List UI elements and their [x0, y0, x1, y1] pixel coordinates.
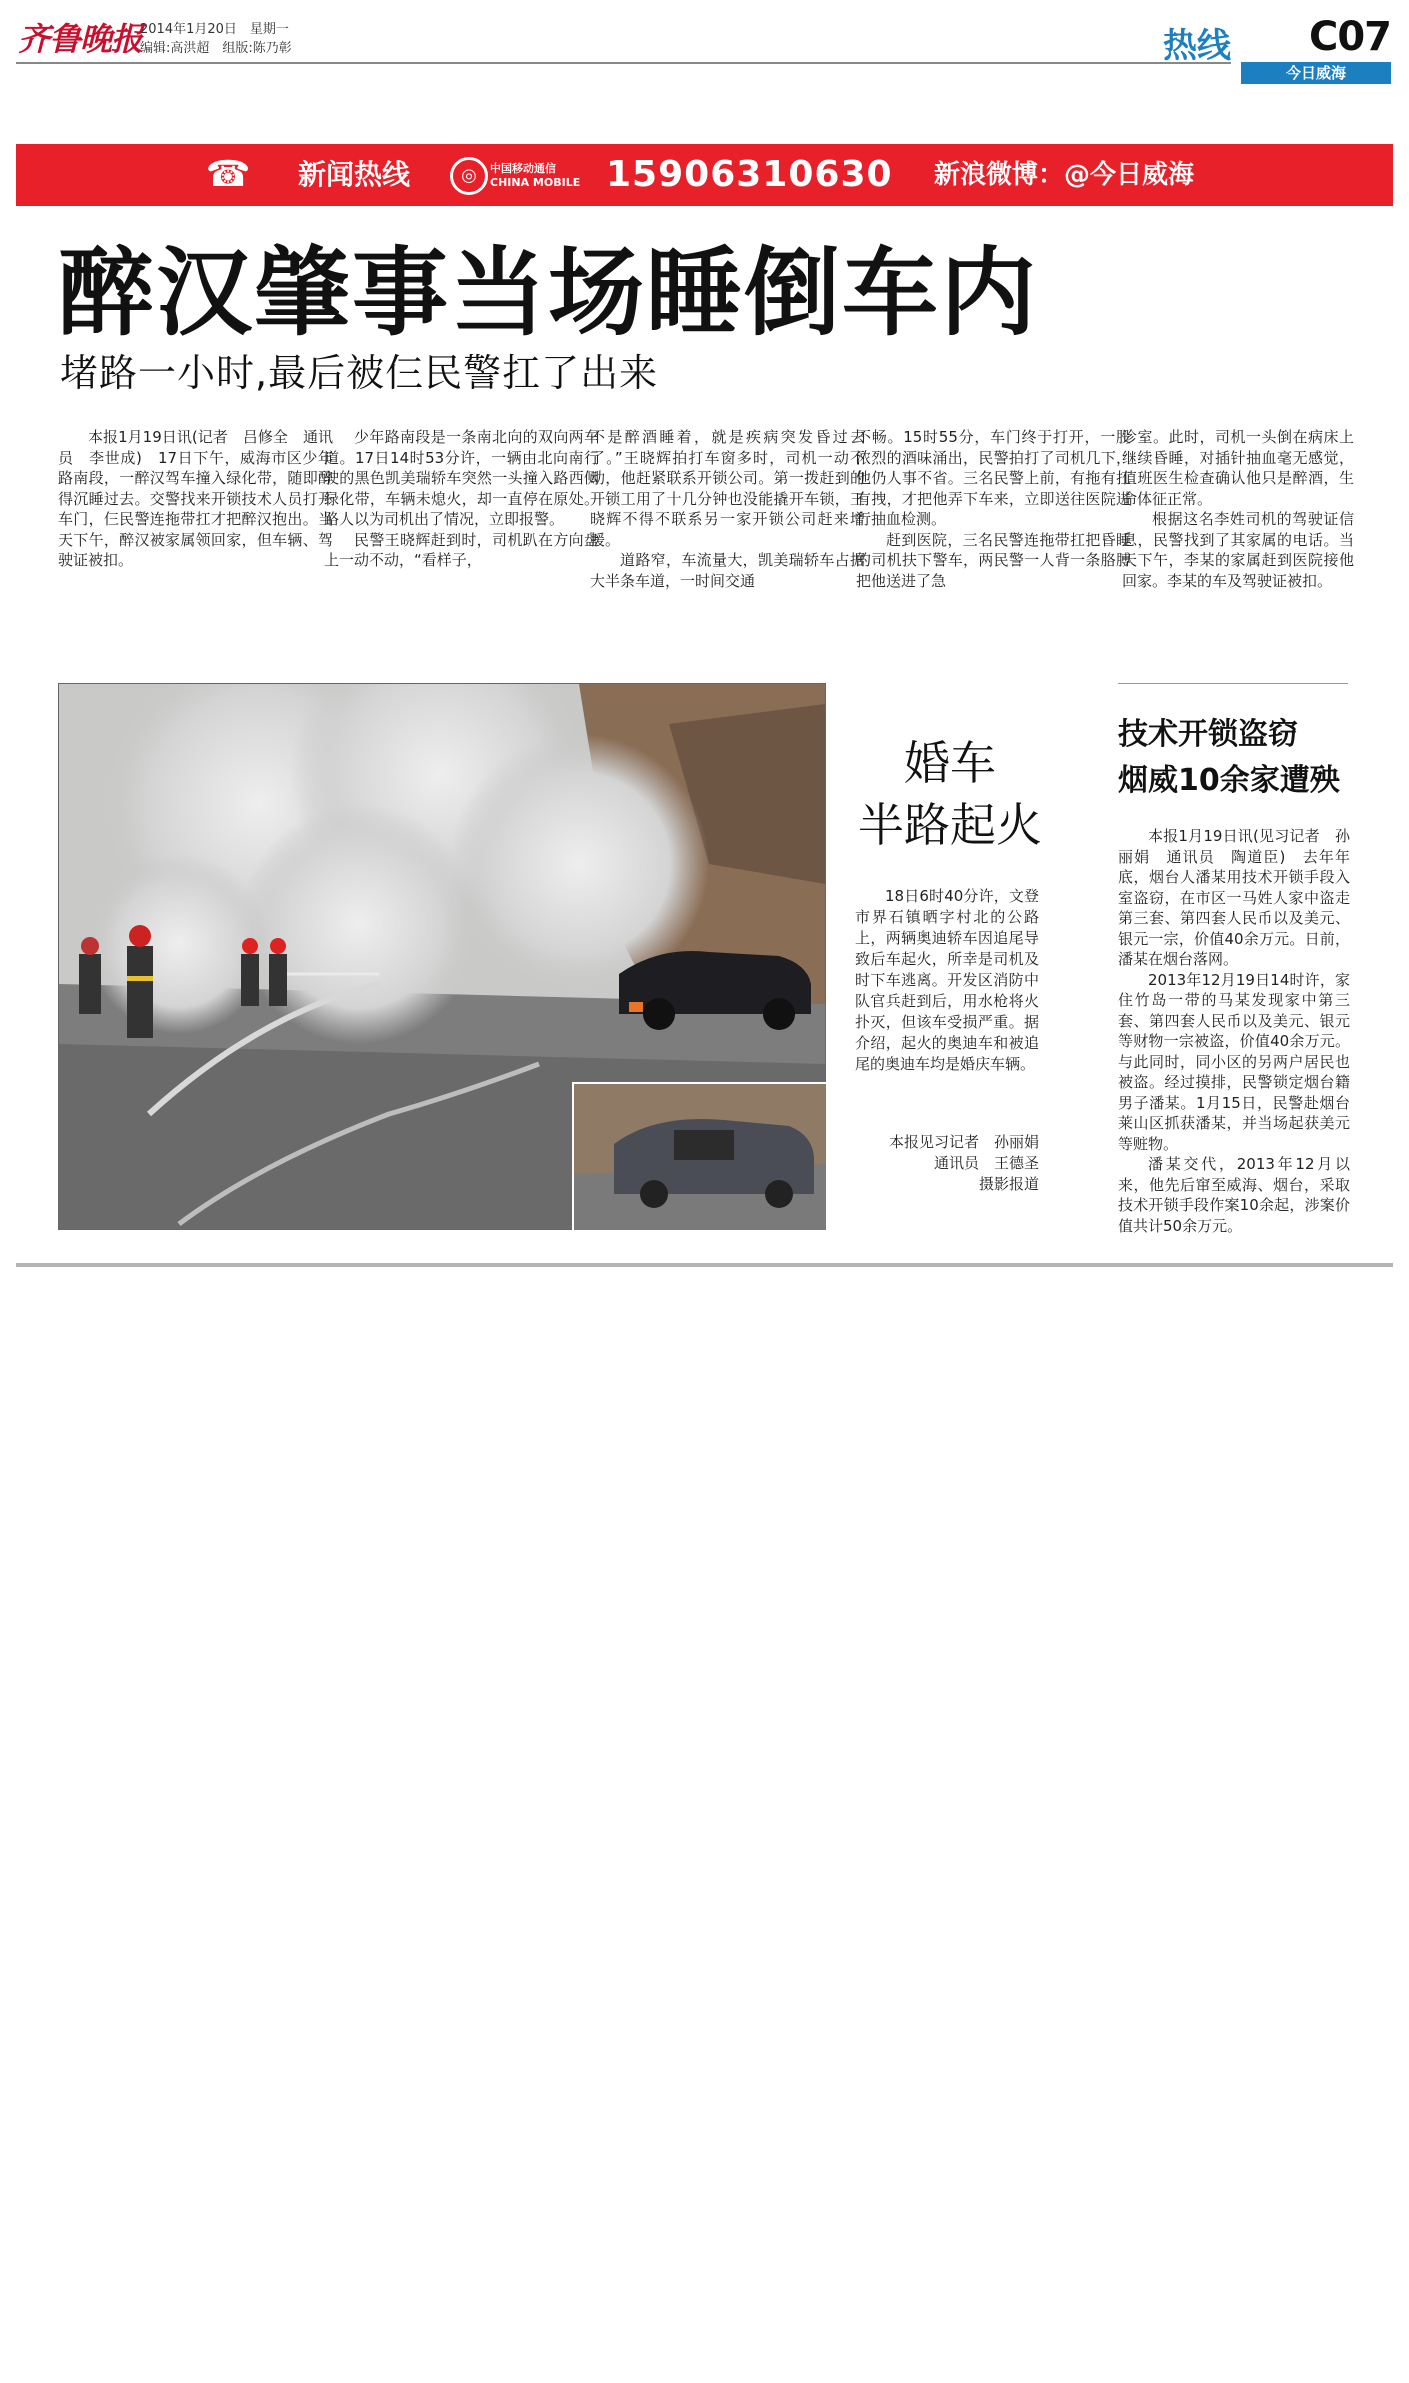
side-story-title: [1118, 712, 1358, 804]
article-paragraph: 本报1月19日讯(记者 吕修全 通讯员 李世成) 17日下午，威海市区少年路南段，一醉汉驾车撞入绿化带，随即醉得沉睡过去。交警找来开锁技术人员打开车门，仨民警连拖带扛才把醉汉抱出。当天下午，醉汉被家属领回家，但车辆、驾驶证被扣。: [58, 428, 333, 569]
page-number: C07: [1308, 14, 1391, 60]
masthead-rule: [16, 62, 1231, 64]
china-mobile-icon: ◎: [450, 157, 488, 195]
photo-story-title-line: 半路起火: [858, 798, 1042, 852]
article-paragraph: 诊室。此时，司机一头倒在病床上继续昏睡，对插针抽血毫无感觉，值班医生检查确认他只是醉酒，生命体征正常。: [1122, 428, 1354, 508]
article-paragraph: 少年路南段是一条南北向的双向两车道。17日14时53分许，一辆由北向南行驶的黑色凯美瑞轿车突然一头撞入路西侧绿化带，车辆未熄火，却一直停在原处。路人以为司机出了情况，立即报警。: [324, 428, 599, 528]
hotline-label: 新闻热线: [298, 158, 411, 191]
photo-story-title-line: 婚车: [904, 736, 996, 790]
article-paragraph: 根据这名李姓司机的驾驶证信息，民警找到了其家属的电话。当天下午，李某的家属赶到医院接他回家。李某的车及驾驶证被扣。: [1122, 510, 1354, 590]
article-column-3: [590, 427, 865, 617]
main-subheadline: 堵路一小时,最后被仨民警扛了出来: [60, 351, 659, 395]
photo-credit-line: 摄影报道: [978, 1175, 1039, 1193]
hotline-banner: [16, 144, 1393, 206]
side-story-body: [1118, 826, 1350, 1246]
article-column-2: [324, 427, 599, 617]
side-story-paragraph: 潘某交代，2013年12月以来，他先后窜至威海、烟台，采取技术开锁手段作案10余起，涉案价值共计50余万元。: [1118, 1155, 1350, 1235]
side-story-paragraph: 本报1月19日讯(见习记者 孙丽娟 通讯员 陶道臣) 去年年底，烟台人潘某用技术开锁手段入室盗窃，在市区一马姓人家中盗走第三套、第四套人民币以及美元、银元一宗，价值40余万元。日前，潘某在烟台落网。: [1118, 827, 1350, 968]
edition-tag: 今日威海: [1241, 62, 1391, 84]
newspaper-logo: 齐鲁晚报: [18, 20, 143, 58]
article-paragraph: 赶到医院，三名民警连拖带扛把昏睡的司机扶下警车，两民警一人背一条胳膊把他送进了急: [856, 530, 1131, 590]
side-story-title-line: 技术开锁盗窃: [1118, 717, 1298, 752]
article-paragraph: 不畅。15时55分，车门终于打开，一股浓烈的酒味涌出，民警拍打了司机几下，他仍人事不省。三名民警上前，有拖有扛有拽，才把他弄下车来，立即送往医院进行抽血检测。: [856, 428, 1131, 528]
article-paragraph: 不是醉酒睡着，就是疾病突发昏过去了。”王晓辉拍打车窗多时，司机一动不动，他赶紧联系开锁公司。第一拨赶到的开锁工用了十几分钟也没能撬开车锁，王晓辉不得不联系另一家开锁公司赶来增援。: [590, 428, 865, 549]
side-story-title-line: 烟威10余家遭殃: [1118, 763, 1340, 798]
article-paragraph: 民警王晓辉赶到时，司机趴在方向盘上一动不动，“看样子，: [324, 530, 599, 569]
photo-story-title: [850, 732, 1050, 856]
main-headline: 醉汉肇事当场睡倒车内: [58, 237, 1038, 349]
side-story-paragraph: 2013年12月19日14时许，家住竹岛一带的马某发现家中第三套、第四套人民币以及美元、银元等财物一宗被盗，价值40余万元。与此同时，同小区的另两户居民也被盗。经过摸排，民警锁定烟台籍男子潘某。1月15日，民警赴烟台莱山区抓获潘某，并当场起获美元等赃物。: [1118, 970, 1350, 1153]
photo-credit: [855, 1132, 1039, 1195]
photo-story-body: [855, 886, 1039, 1116]
photo-credit-line: 通讯员 王德圣: [933, 1154, 1039, 1172]
article-column-1: [58, 427, 333, 617]
section-title: 热线: [1163, 26, 1231, 66]
article-column-4: [856, 427, 1131, 617]
date-line: 2014年1月20日 星期一: [140, 22, 289, 37]
editor-line: 编辑:高洪超 组版:陈乃彰: [140, 41, 292, 56]
hotline-number: 15906310630: [606, 154, 893, 195]
page-bottom-rule: [16, 1263, 1393, 1267]
photo-story-paragraph: 18日6时40分许，文登市界石镇晒字村北的公路上，两辆奥迪轿车因追尾导致后车起火，所幸是司机及时下车逃离。开发区消防中队官兵赶到后，用水枪将火扑灭，但该车受损严重。据介绍，起火的奥迪车和被追尾的奥迪车均是婚庆车辆。: [855, 887, 1039, 1073]
side-story-rule: [1118, 683, 1348, 684]
phone-icon: ☎: [205, 154, 251, 195]
article-paragraph: 道路窄，车流量大，凯美瑞轿车占据大半条车道，一时间交通: [590, 551, 865, 590]
china-mobile-label: 中国移动通信 CHINA MOBILE: [490, 162, 581, 189]
burned-car-inset-photo: [572, 1082, 828, 1232]
weibo-label: 新浪微博：@今日威海: [934, 160, 1195, 190]
photo-credit-line: 本报见习记者 孙丽娟: [888, 1133, 1039, 1151]
masthead-meta: [140, 20, 292, 58]
article-column-5: [1122, 427, 1354, 617]
